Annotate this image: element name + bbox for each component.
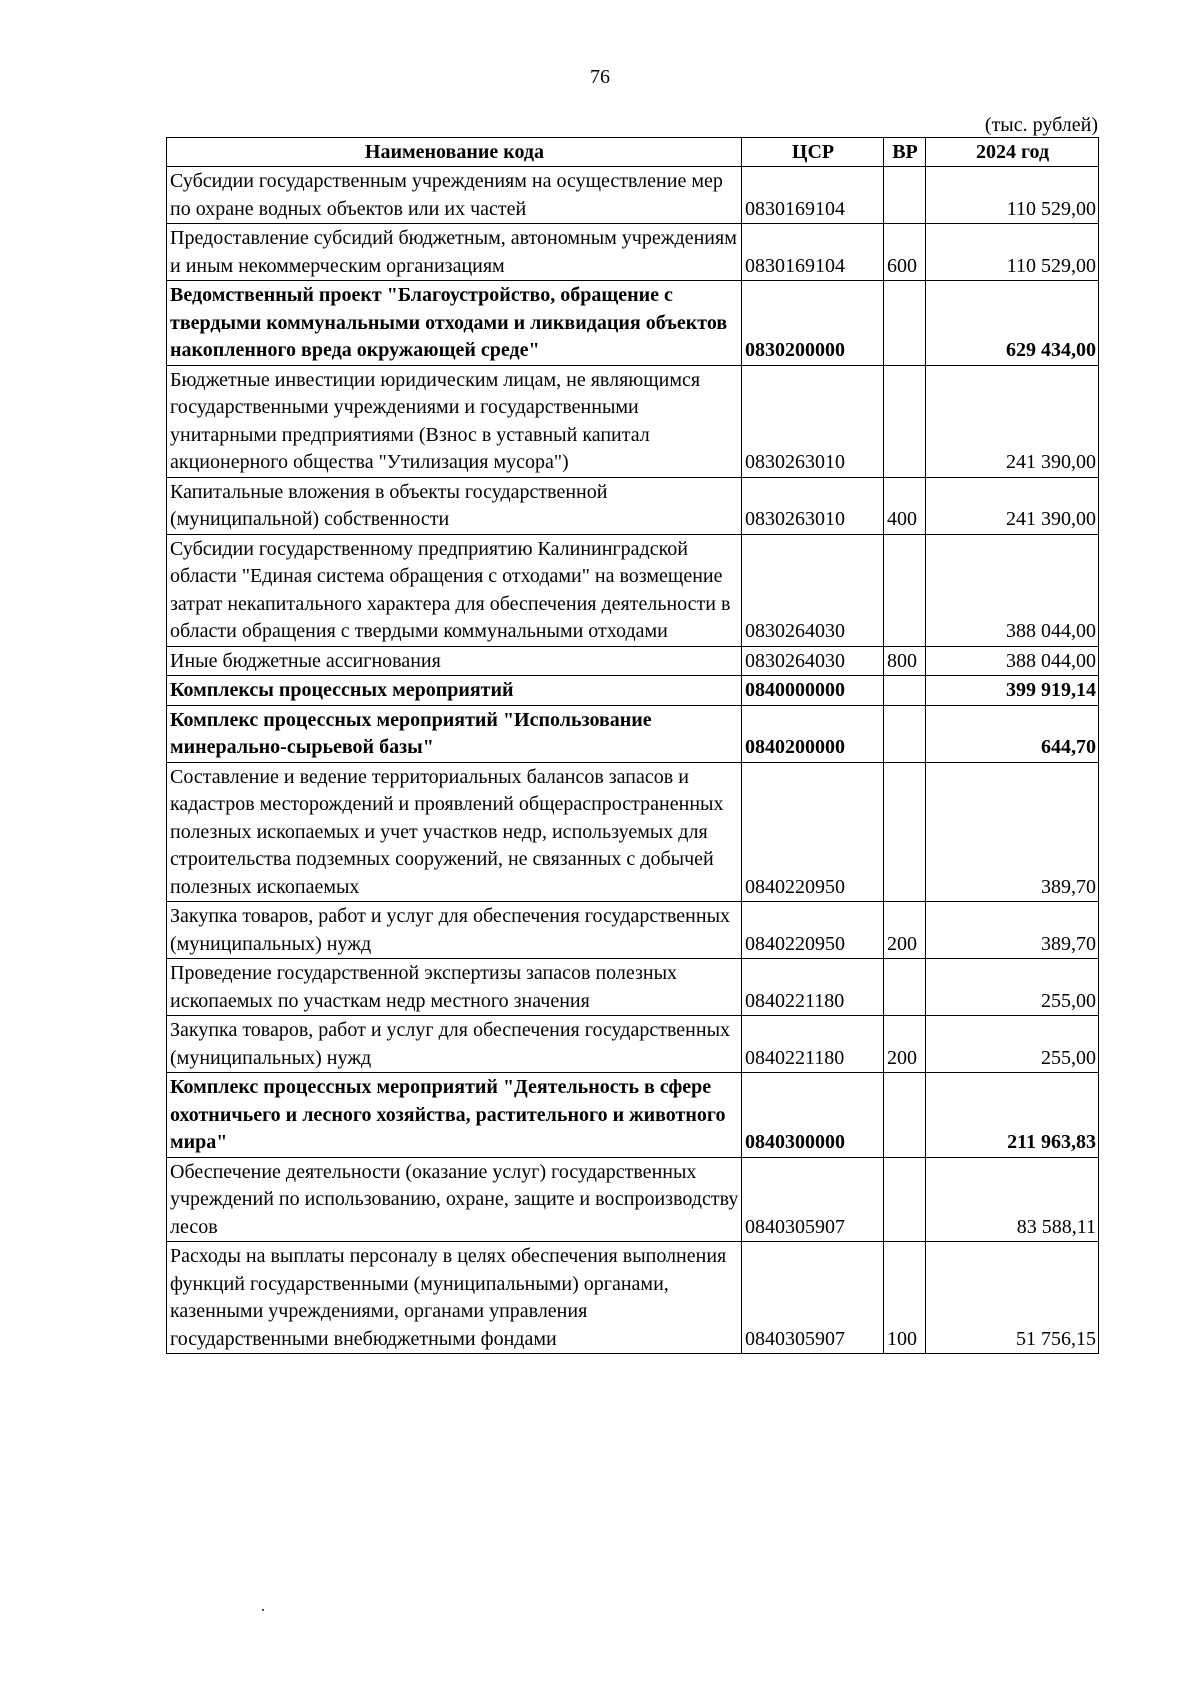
table-row	[167, 676, 1099, 706]
table-row	[167, 224, 1099, 281]
cell-vr: 200	[884, 1016, 926, 1073]
cell-amount: 241 390,00	[926, 477, 1099, 534]
table-row	[167, 1242, 1099, 1354]
cell-vr: 400	[884, 477, 926, 534]
header-amount: 2024 год	[926, 138, 1099, 167]
cell-name: Иные бюджетные ассигнования	[167, 646, 742, 676]
table-row	[167, 705, 1099, 762]
table-row	[167, 1157, 1099, 1242]
table-row	[167, 1073, 1099, 1158]
cell-amount: 388 044,00	[926, 646, 1099, 676]
cell-vr	[884, 705, 926, 762]
cell-amount: 110 529,00	[926, 167, 1099, 224]
cell-name: Обеспечение деятельности (оказание услуг) государственных учреждений по использованию, охране, защите и воспроизводству лесов	[167, 1157, 742, 1242]
cell-name: Закупка товаров, работ и услуг для обеспечения государственных (муниципальных) нужд	[167, 1016, 742, 1073]
header-csr: ЦСР	[742, 138, 884, 167]
table-body	[167, 167, 1099, 1354]
cell-amount: 389,70	[926, 762, 1099, 902]
cell-vr	[884, 1073, 926, 1158]
cell-name: Бюджетные инвестиции юридическим лицам, не являющимся государственными учреждениями и государственными унитарными предприятиями (Взнос в уставный капитал акционерного общества "Утилизация мусора")	[167, 365, 742, 477]
cell-amount: 110 529,00	[926, 224, 1099, 281]
cell-amount: 211 963,83	[926, 1073, 1099, 1158]
cell-csr: 0840200000	[742, 705, 884, 762]
cell-csr: 0830200000	[742, 281, 884, 366]
cell-name: Субсидии государственным учреждениям на осуществление мер по охране водных объектов или их частей	[167, 167, 742, 224]
cell-name: Расходы на выплаты персоналу в целях обеспечения выполнения функций государственными (муниципальными) органами, казенными учреждениями, органами управления государственными внебюджетными фондами	[167, 1242, 742, 1354]
cell-vr	[884, 167, 926, 224]
cell-vr	[884, 1157, 926, 1242]
cell-name: Комплекс процессных мероприятий "Использование минерально-сырьевой базы"	[167, 705, 742, 762]
cell-vr	[884, 534, 926, 646]
cell-vr: 200	[884, 902, 926, 959]
page-number: 76	[590, 66, 610, 88]
cell-vr	[884, 281, 926, 366]
table-row	[167, 534, 1099, 646]
cell-name: Предоставление субсидий бюджетным, автономным учреждениям и иным некоммерческим организациям	[167, 224, 742, 281]
cell-csr: 0840220950	[742, 762, 884, 902]
cell-vr	[884, 959, 926, 1016]
cell-vr	[884, 762, 926, 902]
cell-csr: 0840305907	[742, 1242, 884, 1354]
cell-name: Ведомственный проект "Благоустройство, обращение с твердыми коммунальными отходами и ликвидация объектов накопленного вреда окружающей среде"	[167, 281, 742, 366]
cell-csr: 0830264030	[742, 534, 884, 646]
cell-csr: 0830169104	[742, 224, 884, 281]
cell-csr: 0840221180	[742, 959, 884, 1016]
cell-amount: 389,70	[926, 902, 1099, 959]
table-row	[167, 762, 1099, 902]
cell-csr: 0840305907	[742, 1157, 884, 1242]
cell-name: Комплекс процессных мероприятий "Деятельность в сфере охотничьего и лесного хозяйства, растительного и животного мира"	[167, 1073, 742, 1158]
cell-csr: 0840220950	[742, 902, 884, 959]
table-row	[167, 1016, 1099, 1073]
cell-name: Капитальные вложения в объекты государственной (муниципальной) собственности	[167, 477, 742, 534]
cell-csr: 0840000000	[742, 676, 884, 706]
cell-vr: 800	[884, 646, 926, 676]
table-row	[167, 477, 1099, 534]
cell-vr	[884, 365, 926, 477]
budget-table	[166, 137, 1099, 1354]
table-row	[167, 167, 1099, 224]
cell-amount: 644,70	[926, 705, 1099, 762]
cell-csr: 0830263010	[742, 477, 884, 534]
cell-amount: 255,00	[926, 959, 1099, 1016]
cell-amount: 241 390,00	[926, 365, 1099, 477]
cell-csr: 0840300000	[742, 1073, 884, 1158]
units-label: (тыс. рублей)	[984, 114, 1098, 136]
cell-amount: 388 044,00	[926, 534, 1099, 646]
cell-amount: 255,00	[926, 1016, 1099, 1073]
cell-amount: 83 588,11	[926, 1157, 1099, 1242]
cell-name: Субсидии государственному предприятию Калининградской области "Единая система обращения с отходами" на возмещение затрат некапитального характера для обеспечения деятельности в области обращения с твердыми коммунальными отходами	[167, 534, 742, 646]
cell-csr: 0830264030	[742, 646, 884, 676]
cell-amount: 629 434,00	[926, 281, 1099, 366]
cell-vr: 600	[884, 224, 926, 281]
table-row	[167, 281, 1099, 366]
cell-name: Закупка товаров, работ и услуг для обеспечения государственных (муниципальных) нужд	[167, 902, 742, 959]
cell-amount: 399 919,14	[926, 676, 1099, 706]
cell-name: Составление и ведение территориальных балансов запасов и кадастров месторождений и проявлений общераспространенных полезных ископаемых и учет участков недр, используемых для строительства подземных сооружений, не связанных с добычей полезных ископаемых	[167, 762, 742, 902]
scan-mark	[262, 1609, 264, 1611]
header-vr: ВР	[884, 138, 926, 167]
cell-csr: 0830263010	[742, 365, 884, 477]
cell-vr	[884, 676, 926, 706]
cell-csr: 0840221180	[742, 1016, 884, 1073]
cell-name: Комплексы процессных мероприятий	[167, 676, 742, 706]
cell-name: Проведение государственной экспертизы запасов полезных ископаемых по участкам недр местного значения	[167, 959, 742, 1016]
table-row	[167, 959, 1099, 1016]
cell-vr: 100	[884, 1242, 926, 1354]
table-row	[167, 902, 1099, 959]
table-row	[167, 365, 1099, 477]
table-header-row	[167, 138, 1099, 167]
cell-amount: 51 756,15	[926, 1242, 1099, 1354]
header-name: Наименование кода	[167, 138, 742, 167]
cell-csr: 0830169104	[742, 167, 884, 224]
table-row	[167, 646, 1099, 676]
